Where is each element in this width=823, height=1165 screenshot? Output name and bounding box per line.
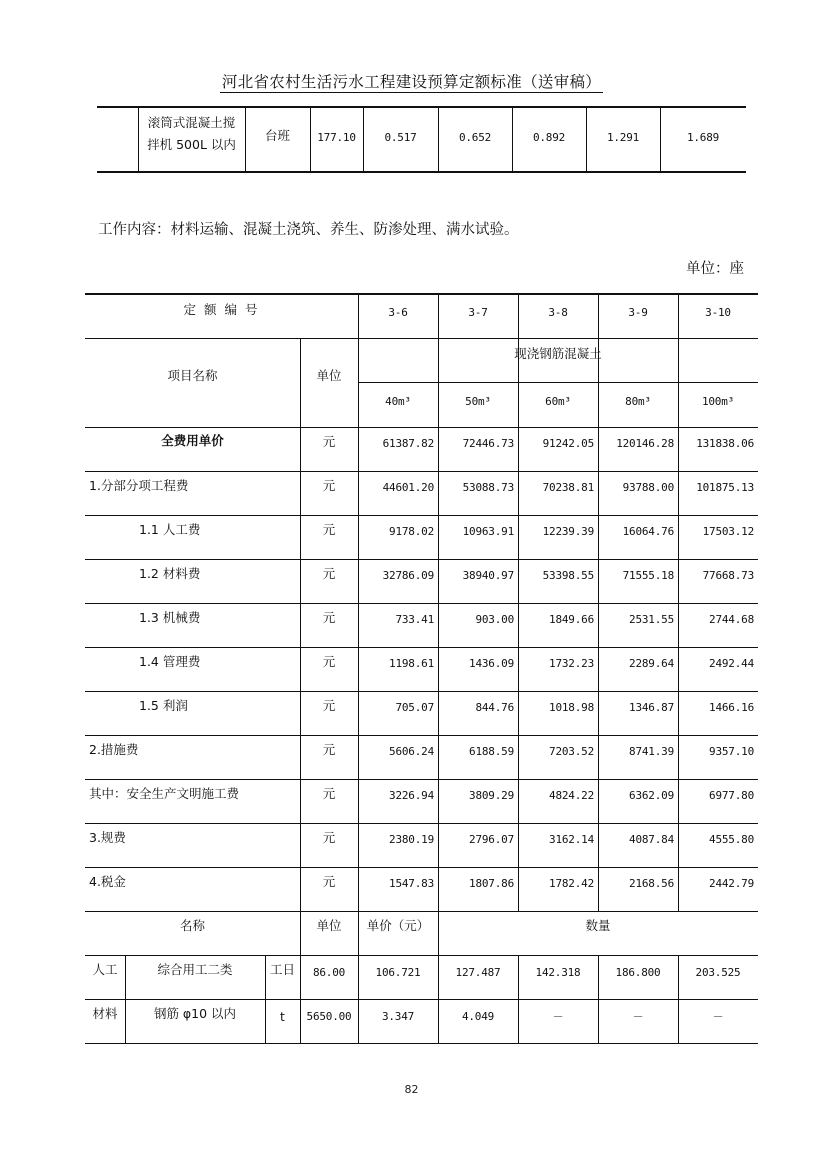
fee-row-value: 61387.82: [382, 437, 434, 450]
fee-row-value: 9357.10: [709, 745, 754, 758]
fee-row-value: 1018.98: [549, 701, 594, 714]
fee-row-unit: 元: [322, 522, 336, 537]
resource-quantity: 142.318: [535, 966, 581, 979]
fee-row-name: 2.措施费: [89, 742, 139, 757]
fee-row-name: 其中：安全生产文明施工费: [89, 786, 240, 801]
unit-header: 单位: [316, 368, 342, 383]
resource-quantity: 4.049: [461, 1010, 495, 1023]
fee-row-value: 10963.91: [462, 525, 514, 538]
fee-row-unit: 元: [322, 698, 336, 713]
fee-row-value: 2796.07: [469, 833, 514, 846]
capacity-50: 50m³: [465, 395, 491, 408]
resource-price: 86.00: [312, 966, 346, 979]
machine-unit: 台班: [264, 128, 290, 143]
resource-name: 钢筋 φ10 以内: [153, 1006, 237, 1021]
fee-row-value: 9178.02: [389, 525, 434, 538]
fee-row-value: 6188.59: [469, 745, 514, 758]
fee-row-name: 1.1 人工费: [139, 522, 201, 537]
machine-name-line2: 拌机 500L 以内: [147, 137, 236, 152]
fee-row-value: 71555.18: [622, 569, 674, 582]
fee-row-value: 1782.42: [549, 877, 594, 890]
fee-row-value: 1732.23: [549, 657, 594, 670]
capacity-40: 40m³: [385, 395, 411, 408]
fee-row-unit: 元: [322, 786, 336, 801]
fee-row-value: 44601.20: [382, 481, 434, 494]
fee-row-unit: 元: [322, 434, 336, 449]
fee-row-value: 733.41: [395, 613, 434, 626]
fee-row-value: 1436.09: [469, 657, 514, 670]
resource-quantity: 3.347: [381, 1010, 415, 1023]
quota-code-3-10: 3-10: [705, 306, 731, 319]
fee-row-value: 16064.76: [622, 525, 674, 538]
fee-row-value: 2744.68: [709, 613, 754, 626]
fee-row-name: 1.分部分项工程费: [89, 478, 189, 493]
fee-row-unit: 元: [322, 742, 336, 757]
fee-row-unit: 元: [322, 610, 336, 625]
fee-row-value: 131838.06: [696, 437, 754, 450]
fee-row-value: 1346.87: [629, 701, 674, 714]
resource-name-header: 名称: [179, 918, 205, 933]
fee-row-name: 全费用单价: [161, 433, 224, 448]
resource-quantity: 127.487: [455, 966, 501, 979]
resource-unit: 工日: [269, 962, 295, 977]
fee-row-value: 53398.55: [542, 569, 594, 582]
category-header: 现浇钢筋混凝土: [514, 346, 602, 361]
header-title-text: 河北省农村生活污水工程建设预算定额标准（送审稿）: [221, 73, 602, 91]
fee-row-value: 2492.44: [709, 657, 754, 670]
quota-code-3-7: 3-7: [468, 306, 488, 319]
unit-label: 单位：座: [686, 261, 744, 277]
resource-quantity: 186.800: [615, 966, 661, 979]
resource-unit: t: [280, 1009, 285, 1024]
fee-row-value: 903.00: [475, 613, 514, 626]
fee-row-value: 77668.73: [702, 569, 754, 582]
fee-row-unit: 元: [322, 566, 336, 581]
fee-row-value: 53088.73: [462, 481, 514, 494]
capacity-60: 60m³: [545, 395, 571, 408]
fee-row-value: 7203.52: [549, 745, 594, 758]
work-content-text: 工作内容：材料运输、混凝土浇筑、养生、防渗处理、满水试验。: [98, 222, 519, 238]
fee-row-value: 6362.09: [629, 789, 674, 802]
fee-row-value: 4555.80: [709, 833, 754, 846]
fee-row-name: 3.规费: [89, 830, 126, 845]
machine-name-line1: 滚筒式混凝土搅: [147, 115, 236, 130]
page-number: 82: [404, 1083, 419, 1096]
resource-quantity: －: [552, 1010, 564, 1023]
fee-row-value: 38940.97: [462, 569, 514, 582]
fee-row-value: 120146.28: [616, 437, 674, 450]
fee-row-value: 1849.66: [549, 613, 594, 626]
resource-price-header: 单价（元）: [366, 918, 430, 933]
fee-row-value: 17503.12: [702, 525, 754, 538]
fee-row-value: 2442.79: [709, 877, 754, 890]
resource-quantity: －: [712, 1010, 724, 1023]
machine-value-3-6: 0.517: [384, 131, 417, 144]
resource-quantity: 106.721: [375, 966, 421, 979]
fee-row-value: 6977.80: [709, 789, 754, 802]
resource-quantity-header: 数量: [585, 918, 611, 933]
fee-row-value: 844.76: [475, 701, 514, 714]
fee-row-name: 1.4 管理费: [139, 654, 201, 669]
resource-category: 人工: [92, 962, 118, 977]
machine-price: 177.10: [317, 131, 356, 144]
machine-value-3-7: 0.652: [458, 131, 492, 144]
quota-code-3-6: 3-6: [388, 306, 408, 319]
fee-row-name: 4.税金: [89, 874, 126, 889]
fee-row-value: 93788.00: [622, 481, 674, 494]
machine-name: [138, 112, 245, 156]
fee-row-value: 3809.29: [469, 789, 514, 802]
fee-row-unit: 元: [322, 654, 336, 669]
fee-row-value: 91242.05: [542, 437, 594, 450]
machine-value-3-8: 0.892: [532, 131, 566, 144]
fee-row-value: 70238.81: [542, 481, 594, 494]
fee-row-value: 3226.94: [389, 789, 434, 802]
resource-category: 材料: [92, 1006, 118, 1021]
document-header-title: [0, 70, 823, 92]
resource-quantity: 203.525: [695, 966, 741, 979]
fee-row-value: 72446.73: [462, 437, 514, 450]
fee-row-value: 8741.39: [629, 745, 674, 758]
fee-row-value: 4087.84: [629, 833, 674, 846]
fee-row-name: 1.3 机械费: [139, 610, 201, 625]
fee-row-value: 2168.56: [629, 877, 674, 890]
quota-code-label: 定 额 编 号: [183, 302, 260, 317]
fee-row-value: 4824.22: [549, 789, 594, 802]
fee-row-value: 1807.86: [469, 877, 514, 890]
fee-row-value: 32786.09: [382, 569, 434, 582]
fee-row-value: 705.07: [395, 701, 434, 714]
fee-row-unit: 元: [322, 830, 336, 845]
item-name-header: 项目名称: [167, 368, 218, 383]
fee-row-value: 2289.64: [629, 657, 674, 670]
quota-code-3-8: 3-8: [548, 306, 568, 319]
fee-row-value: 2380.19: [389, 833, 434, 846]
machine-value-3-10: 1.689: [686, 131, 720, 144]
machine-value-3-9: 1.291: [606, 131, 640, 144]
resource-name: 综合用工二类: [157, 962, 233, 977]
fee-row-name: 1.2 材料费: [139, 566, 201, 581]
fee-row-value: 1198.61: [389, 657, 434, 670]
resource-quantity: －: [632, 1010, 644, 1023]
fee-row-name: 1.5 利润: [139, 698, 188, 713]
fee-row-value: 5606.24: [389, 745, 434, 758]
resource-price: 5650.00: [306, 1010, 352, 1023]
fee-row-value: 2531.55: [629, 613, 674, 626]
fee-row-unit: 元: [322, 874, 336, 889]
capacity-80: 80m³: [625, 395, 651, 408]
fee-row-value: 1466.16: [709, 701, 754, 714]
quota-code-3-9: 3-9: [628, 306, 648, 319]
fee-row-unit: 元: [322, 478, 336, 493]
capacity-100: 100m³: [701, 395, 735, 408]
resource-unit-header: 单位: [316, 918, 342, 933]
fee-row-value: 12239.39: [542, 525, 594, 538]
fee-row-value: 3162.14: [549, 833, 594, 846]
fee-row-value: 1547.83: [389, 877, 434, 890]
fee-row-value: 101875.13: [696, 481, 754, 494]
